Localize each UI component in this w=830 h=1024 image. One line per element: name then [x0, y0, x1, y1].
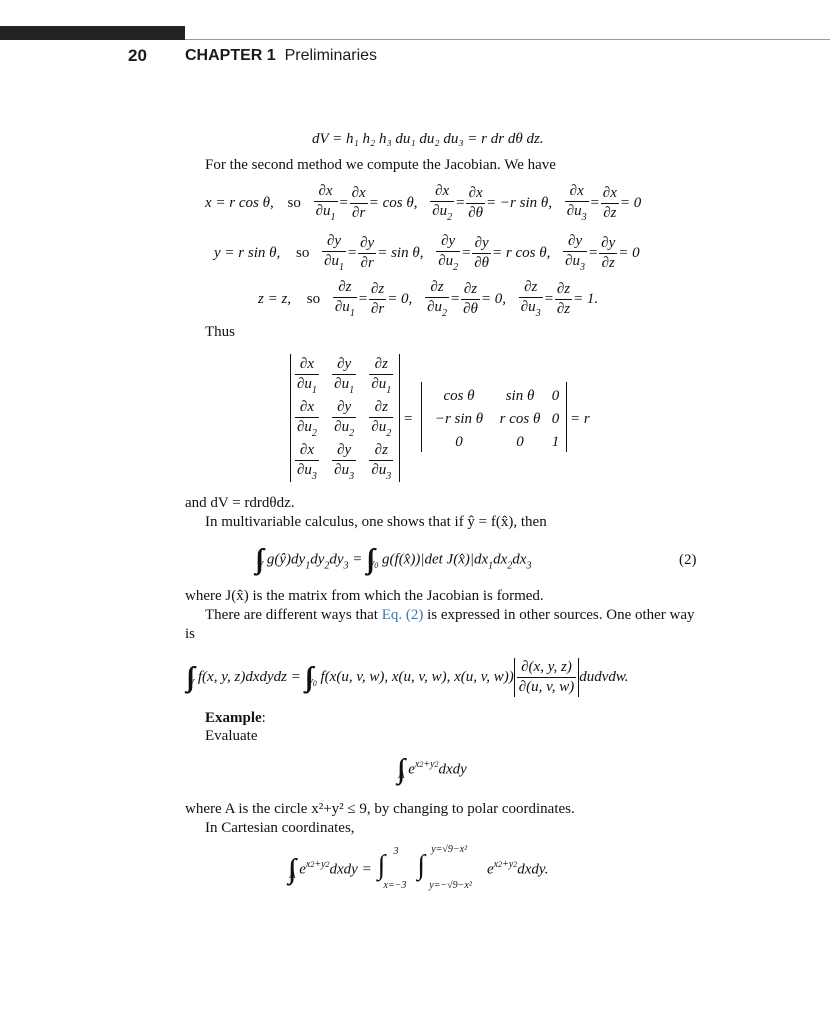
z-definition: z = z,: [258, 290, 292, 307]
different-ways-text: is expressed in other sources. One other way: [427, 607, 695, 623]
different-ways-text: There are different ways that: [205, 607, 378, 623]
equals-sign: =: [403, 411, 414, 427]
paragraph-where-a: where A is the circle x²+y² ≤ 9, by changing to polar coordinates.: [185, 801, 575, 817]
page-header: [0, 46, 830, 68]
fraction: $\frac{\partial z}{\partial u_3}$: [371, 442, 392, 482]
matrix-cell: sin θ: [505, 388, 535, 404]
thus-label: Thus: [205, 324, 235, 340]
y-derivative-row: y = r sin θ, so $\frac{\partial y}{\partial u_1}$ = $\frac{\partial y}{\partial r}$ = sin θ, $\frac{\partial y}{\partial u_2}$ = $\frac{\partial y}{\partial\theta}$ = r cos θ, $\frac{\partial y}{\partial u_3}$ = $\frac{\partial y}{\partial z}$ = 0: [214, 233, 640, 273]
equation-number: (2): [679, 552, 697, 568]
fraction: $\frac{\partial y}{\partial u_1}$: [334, 356, 355, 396]
y-value-1: = sin θ,: [377, 244, 424, 261]
fraction: $\frac{\partial y}{\partial u_3}$: [334, 442, 355, 482]
fraction: $\frac{\partial y}{\partial z}$: [601, 235, 616, 271]
matrix-cell: −r sin θ: [434, 411, 484, 427]
fraction: $\frac{\partial z}{\partial u_1}$: [371, 356, 392, 396]
equation-reference-link[interactable]: Eq. (2): [381, 607, 424, 623]
fraction: $\frac{\partial x}{\partial u_3}$: [297, 442, 317, 482]
fraction: $\frac{\partial(x, y, z)}{\partial(u, v, w)}$: [518, 659, 575, 695]
fraction: $\frac{\partial x}{\partial r}$: [351, 185, 366, 221]
example-label: Example: [205, 710, 262, 726]
paragraph-cartesian: In Cartesian coordinates,: [205, 820, 355, 836]
x-value-1: = cos θ,: [368, 194, 418, 211]
header-rule: [185, 39, 830, 40]
paragraph-second-method: For the second method we compute the Jacobian. We have: [205, 157, 556, 173]
fraction: $\frac{\partial y}{\partial\theta}$: [474, 235, 490, 271]
x-value-2: = −r sin θ,: [486, 194, 552, 211]
matrix-cell: 0: [551, 388, 560, 404]
fraction: $\frac{\partial z}{\partial z}$: [556, 281, 571, 317]
example-integral: $\int\int_A$ $e^{x2+y2}dxdy$: [397, 754, 467, 785]
fraction: $\frac{\partial x}{\partial u_1}$: [315, 183, 336, 223]
cartesian-integral-equation: $\int\int_A$ $e^{x2+y2}dxdy$ = ∫ 3 x=−3 ∫ y=√9−x² y=−√9−x² $e^{x2+y2}dxdy$.: [288, 844, 549, 891]
y-value-3: = 0: [618, 244, 640, 261]
fraction: $\frac{\partial x}{\partial\theta}$: [468, 185, 484, 221]
example-heading: Example:: [205, 710, 266, 726]
fraction: $\frac{\partial x}{\partial u_2}$: [297, 399, 317, 439]
fraction: $\frac{\partial y}{\partial r}$: [360, 235, 375, 271]
jacobian-row-1: [294, 357, 394, 396]
change-of-variables-equation: $\int\int\int_V$ $g(ŷ)dy_1dy_2dy_3 = \int\int\int_{V0}$ g(f(x̂))|det $J(x̂)|dx_1dx_2dx_3$: [255, 544, 532, 575]
z-value-1: = 0,: [387, 290, 413, 307]
matrix-cell: 1: [551, 434, 560, 450]
z-value-3: = 1.: [573, 290, 599, 307]
fraction: $\frac{\partial z}{\partial u_2}$: [427, 279, 447, 319]
fraction: $\frac{\partial z}{\partial u_2}$: [371, 399, 392, 439]
y-value-2: = r cos θ,: [492, 244, 551, 261]
fraction: $\frac{\partial z}{\partial r}$: [370, 281, 385, 317]
fraction: $\frac{\partial x}{\partial z}$: [602, 185, 617, 221]
evaluate-text: Evaluate: [205, 728, 258, 744]
determinant-result: = r: [570, 411, 590, 427]
header-bar: [0, 26, 185, 40]
fraction: $\frac{\partial z}{\partial\theta}$: [463, 281, 478, 317]
jacobian-row-3: [294, 443, 394, 482]
fraction: $\frac{\partial z}{\partial u_3}$: [520, 279, 541, 319]
fraction: $\frac{\partial y}{\partial u_1}$: [324, 233, 345, 273]
y-definition: y = r sin θ,: [214, 244, 281, 261]
z-value-2: = 0,: [480, 290, 507, 307]
matrix-cell: cos θ: [443, 388, 475, 404]
z-derivative-row: z = z, so $\frac{\partial z}{\partial u_1}$ = $\frac{\partial z}{\partial r}$ = 0, $\frac{\partial z}{\partial u_2}$ = $\frac{\partial z}{\partial\theta}$ = 0, $\frac{\partial z}{\partial u_3}$ = $\frac{\partial z}{\partial z}$ = 1.: [258, 279, 599, 319]
x-definition: x = r cos θ,: [205, 194, 274, 211]
so-word: so: [306, 290, 321, 307]
paragraph-different-ways: [205, 607, 695, 624]
jacobian-row-2: [294, 400, 394, 439]
and-dv-text: and dV = rdrdθdz.: [185, 495, 295, 511]
fraction: $\frac{\partial x}{\partial u_2}$: [432, 183, 453, 223]
alternative-triple-integral-equation: $\int\int\int_V$ f(x, y, z)dxdydz = $\int\int\int_{V0}$ f(x(u, v, w), x(u, v, w), x(u, v, w)) $\frac{\partial(x, y, z)}{\partial(u, v, w)}$ dudvdw.: [186, 659, 629, 695]
fraction: $\frac{\partial x}{\partial u_1}$: [297, 356, 317, 396]
chapter-heading: [185, 47, 377, 65]
fraction: $\frac{\partial x}{\partial u_3}$: [566, 183, 587, 223]
fraction: $\frac{\partial y}{\partial u_2}$: [438, 233, 459, 273]
matrix-cell: 0: [516, 434, 524, 450]
chapter-label: CHAPTER 1: [185, 47, 276, 64]
fraction: $\frac{\partial y}{\partial u_3}$: [565, 233, 586, 273]
fraction: $\frac{\partial z}{\partial u_1}$: [334, 279, 355, 319]
chapter-title: Preliminaries: [284, 47, 378, 64]
x-value-3: = 0: [619, 194, 642, 211]
dv-equation: dV = h₁ h₂ h₃ du₁ du₂ du₃ = r dr dθ dz.: [312, 131, 544, 147]
matrix-cell: r cos θ: [499, 411, 541, 427]
is-word: is: [185, 626, 196, 642]
page-number: 20: [128, 46, 147, 65]
paragraph-multivariable: In multivariable calculus, one shows that if ŷ = f(x̂), then: [205, 514, 547, 530]
so-word: so: [296, 244, 310, 261]
paragraph-where-j: where J(x̂) is the matrix from which the Jacobian is formed.: [185, 588, 544, 604]
x-derivative-row: x = r cos θ, so $\frac{\partial x}{\partial u_1}$ = $\frac{\partial x}{\partial r}$ = cos θ, $\frac{\partial x}{\partial u_2}$ = $\frac{\partial x}{\partial\theta}$ = −r sin θ, $\frac{\partial x}{\partial u_3}$ = $\frac{\partial x}{\partial z}$ = 0: [205, 183, 642, 223]
matrix-cell: 0: [551, 411, 560, 427]
fraction: $\frac{\partial y}{\partial u_2}$: [334, 399, 355, 439]
matrix-cell: 0: [455, 434, 463, 450]
so-word: so: [287, 194, 301, 211]
